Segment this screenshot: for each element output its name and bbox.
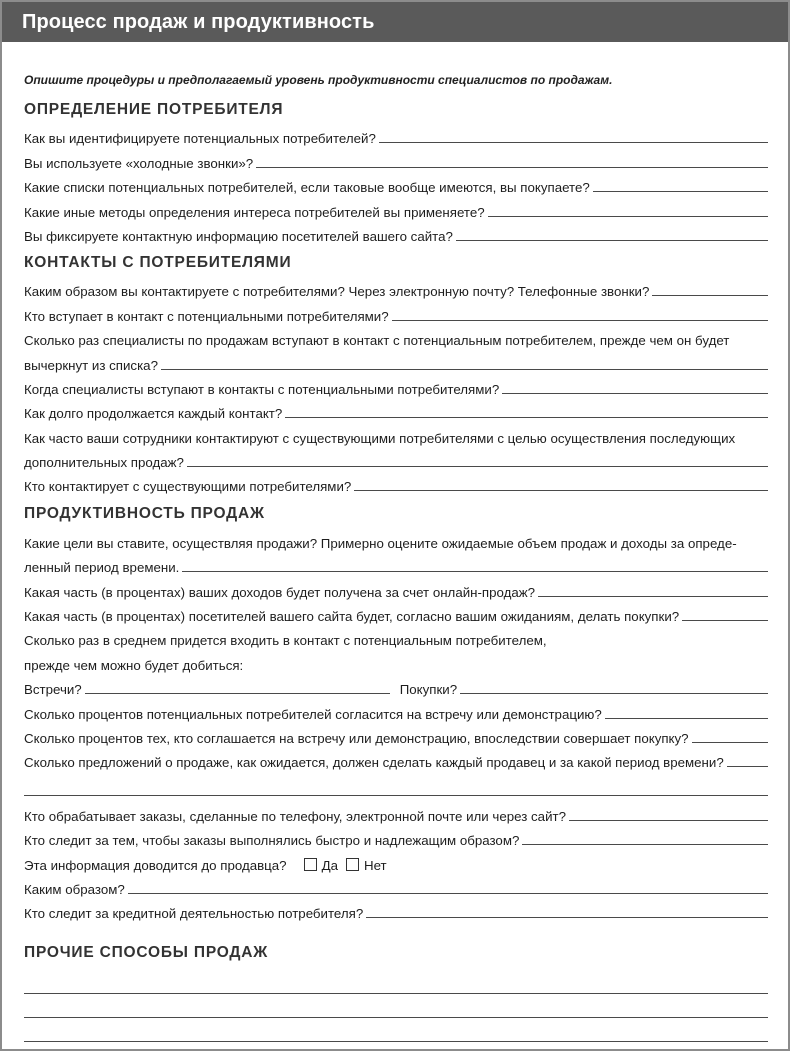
question-label: Кто следит за кредитной деятельностью потребителя? [24,906,364,922]
answer-line[interactable] [379,141,768,143]
answer-line[interactable] [285,416,768,418]
answer-line[interactable] [502,392,768,394]
question-row [24,171,768,195]
answer-line[interactable] [652,294,768,296]
question-row [24,526,768,550]
section-title-productivity: ПРОДУКТИВНОСТЬ ПРОДАЖ [24,505,265,523]
question-label: Сколько процентов тех, кто соглашается на встречу или демонстрацию, впоследствии совершает покупку? [24,730,689,746]
no-label: Нет [363,857,387,873]
question-label: вычеркнут из списка? [24,357,158,373]
question-label: Какая часть (в процентах) ваших доходов будет получена за счет онлайн-продаж? [24,584,536,600]
no-checkbox[interactable] [346,858,359,871]
question-row [24,421,768,445]
question-row [24,299,768,323]
question-row [24,324,768,348]
question-row [24,873,768,897]
question-label: Какие списки потенциальных потребителей, если таковые вообще имеются, вы покупаете? [24,180,590,196]
question-label: Когда специалисты вступают в контакты с потенциальными потребителями? [24,381,500,397]
answer-line[interactable] [24,992,768,994]
answer-line[interactable] [488,215,768,217]
question-label: дополнительных продаж? [24,455,184,471]
question-row [24,397,768,421]
page-title: Процесс продаж и продуктивность [22,10,375,33]
answer-line[interactable] [682,619,768,621]
question-label: Какие цели вы ставите, осуществляя продажи? Примерно оцените ожидаемые объем продаж и доходы за опреде- [24,535,737,551]
answer-line[interactable] [456,239,768,241]
section-title-other: ПРОЧИЕ СПОСОБЫ ПРОДАЖ [24,944,269,962]
question-row [24,897,768,921]
question-label: Вы используете «холодные звонки»? [24,155,254,171]
answer-line[interactable] [128,892,768,894]
answer-line[interactable] [187,465,768,467]
form-content [2,72,788,1045]
yes-option[interactable] [290,858,338,873]
question-row [24,373,768,397]
answer-line[interactable] [692,741,768,743]
meetings-answer-line[interactable] [85,692,390,694]
question-label: Каким образом вы контактируете с потребителями? Через электронную почту? Телефонные звонки? [24,284,650,300]
question-row [24,624,768,648]
question-row [24,697,768,721]
answer-line[interactable] [182,570,768,572]
yes-checkbox[interactable] [304,858,317,871]
answer-line[interactable] [354,489,768,491]
question-row [24,122,768,146]
question-row [24,600,768,624]
question-row [24,220,768,244]
question-label: Кто следит за тем, чтобы заказы выполнялись быстро и надлежащим образом? [24,833,520,849]
answer-line[interactable] [24,1016,768,1018]
question-label: Сколько раз в среднем придется входить в контакт с потенциальным потребителем, [24,633,547,649]
answer-line[interactable] [569,819,768,821]
answer-line[interactable] [24,1040,768,1042]
no-option[interactable] [338,858,387,873]
question-label: Сколько раз специалисты по продажам вступают в контакт с потенциальным потребителем, прежде чем он будет [24,333,730,349]
blank-answer-row [24,973,768,997]
question-label: Как вы идентифицируете потенциальных потребителей? [24,131,376,147]
intro-text: Опишите процедуры и предполагаемый уровень продуктивности специалистов по продажам. [24,73,613,87]
section-title-contacts: КОНТАКТЫ С ПОТРЕБИТЕЛЯМИ [24,253,292,271]
question-label: Как долго продолжается каждый контакт? [24,406,283,422]
answer-line[interactable] [727,765,768,767]
question-label: Кто контактирует с существующими потребителями? [24,479,352,495]
question-row [24,824,768,848]
purchases-label: Покупки? [399,682,458,698]
question-label: Сколько предложений о продаже, как ожидается, должен сделать каждый продавец и за какой период времени? [24,755,724,771]
question-row [24,470,768,494]
question-row [24,275,768,299]
question-row [24,348,768,372]
answer-line[interactable] [256,166,768,168]
question-row [24,848,768,872]
header-bar [2,2,788,42]
answer-line[interactable] [392,319,768,321]
question-label: ленный период времени. [24,560,180,576]
question-row [24,146,768,170]
question-row [24,446,768,470]
section-title-identification: ОПРЕДЕЛЕНИЕ ПОТРЕБИТЕЛЯ [24,101,284,118]
question-label: Эта информация доводится до продавца? [24,857,287,873]
blank-answer-row [24,1021,768,1045]
purchases-answer-line[interactable] [460,692,768,694]
answer-line[interactable] [593,190,768,192]
blank-answer-row [24,997,768,1021]
question-label: Как часто ваши сотрудники контактируют с существующими потребителями с целью осуществления последующих [24,430,736,446]
question-row [24,575,768,599]
question-row [24,746,768,770]
answer-line[interactable] [161,368,768,370]
question-row [24,799,768,823]
yes-label: Да [321,857,338,873]
blank-answer-row [24,770,768,799]
question-row-pair [24,673,768,697]
question-label: Какие иные методы определения интереса потребителей вы применяете? [24,204,485,220]
answer-line[interactable] [605,717,768,719]
other-answer-lines [24,973,768,1045]
question-row [24,195,768,219]
question-label: прежде чем можно будет добиться: [24,657,244,673]
answer-line[interactable] [24,794,768,796]
question-label: Кто обрабатывает заказы, сделанные по телефону, электронной почте или через сайт? [24,808,566,824]
question-label: Каким образом? [24,881,125,897]
question-label: Сколько процентов потенциальных потребителей согласится на встречу или демонстрацию? [24,706,602,722]
question-row [24,722,768,746]
answer-line[interactable] [366,916,768,918]
question-label: Какая часть (в процентах) посетителей вашего сайта будет, согласно вашим ожиданиям, делать покупки? [24,609,680,625]
answer-line[interactable] [538,595,768,597]
question-label: Кто вступает в контакт с потенциальными потребителями? [24,308,389,324]
question-label: Вы фиксируете контактную информацию посетителей вашего сайта? [24,228,453,244]
meetings-label: Встречи? [24,682,82,698]
question-row [24,551,768,575]
question-row [24,648,768,672]
answer-line[interactable] [522,843,768,845]
